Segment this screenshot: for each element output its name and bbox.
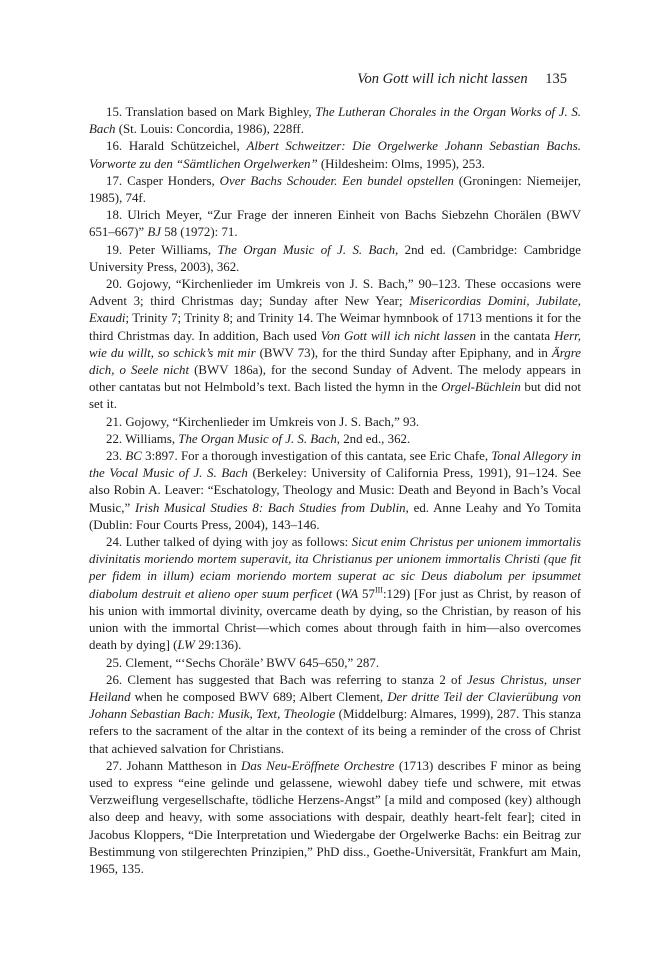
note-text: (St. Louis: Concordia, 1986), 228ff. xyxy=(115,122,304,137)
note-text: 23. xyxy=(106,449,126,464)
italic-title: Der dritte Teil der Clavierübung von Johann Sebastian Bach: Musik, Text, Theologie xyxy=(89,689,582,722)
italic-title: Ärgre dich, o Seele nicht xyxy=(89,345,581,378)
note-text: (Middelburg: Almares, 1999), 287. This stanza refers to the sacrament of the altar in the context of its being a reminder of the cross of Christ that achieved salvation for Christians. xyxy=(89,707,581,756)
endnote-23 xyxy=(89,448,581,534)
note-text: 15. Translation based on Mark Bighley, xyxy=(106,105,316,119)
italic-title: The Organ Music of J. S. Bach xyxy=(217,242,396,257)
note-text: (Berkeley: University of California Press, 1991), 91–124. See also Robin A. Leaver: “Eschatology, Theology and Music: Death and Beyond in Bach’s Vocal Music,” xyxy=(89,466,581,515)
endnote-16 xyxy=(89,138,581,172)
endnote-25 xyxy=(89,655,581,672)
running-head xyxy=(357,70,567,88)
italic-title: Irish Musical Studies 8: Bach Studies from Dublin xyxy=(134,500,406,515)
italic-title: Herr, wie du willt, so schick’s mit mir xyxy=(89,328,581,360)
italic-title: Albert Schweitzer: Die Orgelwerke Johann Sebastian Bachs. Vorworte zu den “Sämtlichen Orgelwerken” xyxy=(89,139,581,171)
note-text: when he composed BWV 689; Albert Clement, xyxy=(130,689,388,704)
note-text: 19. Peter Williams, xyxy=(106,242,218,257)
note-text: 58 (1972): 71. xyxy=(160,225,238,240)
note-text: ; Trinity 7; Trinity 8; and Trinity 14. The Weimar hymnbook of 1713 mentions it for the third Christmas day. In addition, Bach used xyxy=(89,311,581,343)
note-text: (BWV 73), for the third Sunday after Epiphany, and in xyxy=(255,345,552,360)
note-text: , 2nd ed. (Cambridge: Cambridge University Press, 2003), 362. xyxy=(89,242,581,274)
italic-title: Tonal Allegory in the Vocal Music of J. S. Bach xyxy=(89,449,581,481)
italic-title: Sicut enim Christus per unionem immortalis divinitatis moriendo mortem superavit, ita Christianus per unionem immortalis Christi (que fit per fidem in illum) eciam moriendo mortem superat ac sic Deus diabolum per ipsummet diabolum destruit et alieno oper suum perficet xyxy=(89,535,581,601)
note-text: 17. Casper Honders, xyxy=(106,173,220,188)
note-text: (Groningen: Niemeijer, 1985), 74f. xyxy=(89,173,581,206)
note-text: (Hildesheim: Olms, 1995), 253. xyxy=(317,156,485,171)
note-text: 27. Johann Mattheson in xyxy=(106,758,242,773)
page-number: 135 xyxy=(545,71,567,87)
endnote-27 xyxy=(89,758,581,878)
note-text: 3:897. For a thorough investigation of this cantata, see Eric Chafe, xyxy=(141,449,492,464)
superscript-text: III xyxy=(374,585,383,595)
endnote-15 xyxy=(89,104,581,138)
endnote-19 xyxy=(89,242,581,276)
note-text: 21. Gojowy, “Kirchenlieder im Umkreis von J. S. Bach,” 93. xyxy=(106,414,420,429)
endnotes-list xyxy=(89,104,581,878)
italic-title: Misericordias Domini, Jubilate, Exaudi xyxy=(89,294,582,326)
note-text: in the cantata xyxy=(475,328,555,343)
note-text: but did not set it. xyxy=(89,380,581,412)
endnote-21 xyxy=(89,414,581,431)
italic-title: BC xyxy=(125,449,142,464)
note-text: , 2nd ed., 362. xyxy=(336,431,411,446)
note-text: 25. Clement, “‘Sechs Choräle’ BWV 645–650,” 287. xyxy=(106,655,380,670)
note-text: 26. Clement has suggested that Bach was referring to stanza 2 of xyxy=(106,672,468,687)
note-text: 22. Williams, xyxy=(106,431,179,446)
italic-title: BJ xyxy=(147,225,161,240)
endnote-26 xyxy=(89,672,581,758)
italic-title: WA xyxy=(340,586,359,601)
italic-title: Jesus Christus, unser Heiland xyxy=(89,672,581,704)
italic-title: Das Neu-Eröffnete Orchestre xyxy=(241,758,395,773)
endnote-24 xyxy=(89,534,581,654)
note-text: 29:136). xyxy=(194,638,242,653)
note-text: 57 xyxy=(358,586,375,601)
italic-title: Over Bachs Schouder. Een bundel opstellen xyxy=(219,173,454,188)
italic-title: Von Gott will ich nicht lassen xyxy=(320,328,476,343)
note-text: 24. Luther talked of dying with joy as follows: xyxy=(106,535,352,550)
note-text: 20. Gojowy, “Kirchenlieder im Umkreis von J. S. Bach,” 90–123. These occasions were Advent 3; third Christmas day; Sunday after New Year; xyxy=(89,277,581,309)
italic-title: The Lutheran Chorales in the Organ Works of J. S. Bach xyxy=(89,105,581,137)
italic-title: Orgel-Büchlein xyxy=(441,380,521,395)
endnote-22 xyxy=(89,431,581,448)
note-text: 18. Ulrich Meyer, “Zur Frage der inneren Einheit von Bachs Siebzehn Chorälen (BWV 651–667)” xyxy=(89,208,581,240)
italic-title: LW xyxy=(177,638,195,653)
note-text: , ed. Anne Leahy and Yo Tomita (Dublin: Four Courts Press, 2004), 143–146. xyxy=(89,500,581,532)
note-text: :129) [For just as Christ, by reason of his union with immortal divinity, overcame death by dying, so the Christian, by reason of his union with the immortal Christ—which comes about through faith in him—also overcomes death by dying] ( xyxy=(89,586,582,653)
endnote-20 xyxy=(89,276,581,414)
note-text: 16. Harald Schützeichel, xyxy=(106,139,247,154)
note-text: (1713) describes F minor as being used to express “eine gelinde und gelassene, wiewohl dabey tiefe und schwere, mit etwas Verzweiflung vergesellschafte, tödliche Herzens-Angst” [a mild and composed (key) although also deep and heavy, with some associations with despair, deathly heart-felt fear]; cited in Jacobus Kloppers, “Die Interpretation und Wiedergabe der Orgelwerke Bachs: ein Beitrag zur Bestimmung von stilgerechten Prinzipien,” PhD diss., Goethe-Universität, Frankfurt am Main, 1965, 135. xyxy=(89,758,581,876)
endnote-17 xyxy=(89,173,581,207)
endnote-18 xyxy=(89,207,581,241)
note-text: (BWV 186a), for the second Sunday of Advent. The melody appears in other cantatas but not Helmbold’s text. Bach listed the hymn in the xyxy=(89,363,581,395)
italic-title: The Organ Music of J. S. Bach xyxy=(178,431,337,446)
note-text: ( xyxy=(332,586,341,601)
running-head-title: Von Gott will ich nicht lassen xyxy=(357,71,528,87)
